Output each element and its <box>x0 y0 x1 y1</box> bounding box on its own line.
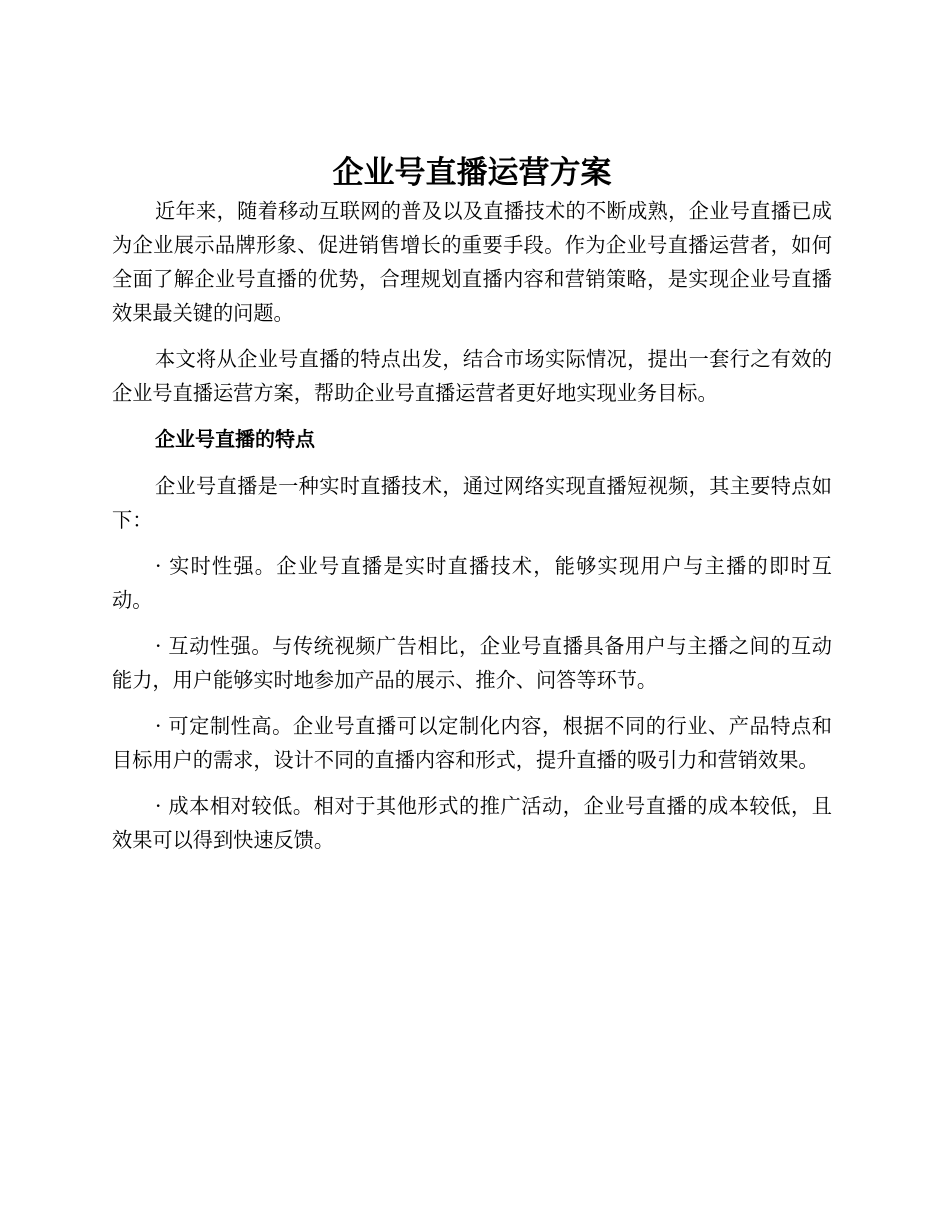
purpose-paragraph: 本文将从企业号直播的特点出发，结合市场实际情况，提出一套行之有效的企业号直播运营方案，帮助企业号直播运营者更好地实现业务目标。 <box>112 347 832 405</box>
section-intro-paragraph: 企业号直播是一种实时直播技术，通过网络实现直播短视频，其主要特点如下： <box>112 474 832 532</box>
intro-paragraph: 近年来，随着移动互联网的普及以及直播技术的不断成熟，企业号直播已成为企业展示品牌形象、促进销售增长的重要手段。作为企业号直播运营者，如何全面了解企业号直播的优势，合理规划直播内容和营销策略，是实现企业号直播效果最关键的问题。 <box>112 199 832 325</box>
feature-item-interactive: · 互动性强。与传统视频广告相比，企业号直播具备用户与主播之间的互动能力，用户能够实时地参加产品的展示、推介、问答等环节。 <box>112 634 832 692</box>
document-title: 企业号直播运营方案 <box>332 155 612 191</box>
feature-item-customizable: · 可定制性高。企业号直播可以定制化内容，根据不同的行业、产品特点和目标用户的需求，设计不同的直播内容和形式，提升直播的吸引力和营销效果。 <box>112 714 832 772</box>
document-page <box>112 150 832 869</box>
section-heading: 企业号直播的特点 <box>155 427 315 451</box>
feature-item-realtime: · 实时性强。企业号直播是实时直播技术，能够实现用户与主播的即时互动。 <box>112 554 832 612</box>
feature-item-low-cost: · 成本相对较低。相对于其他形式的推广活动，企业号直播的成本较低，且效果可以得到快速反馈。 <box>112 794 832 852</box>
